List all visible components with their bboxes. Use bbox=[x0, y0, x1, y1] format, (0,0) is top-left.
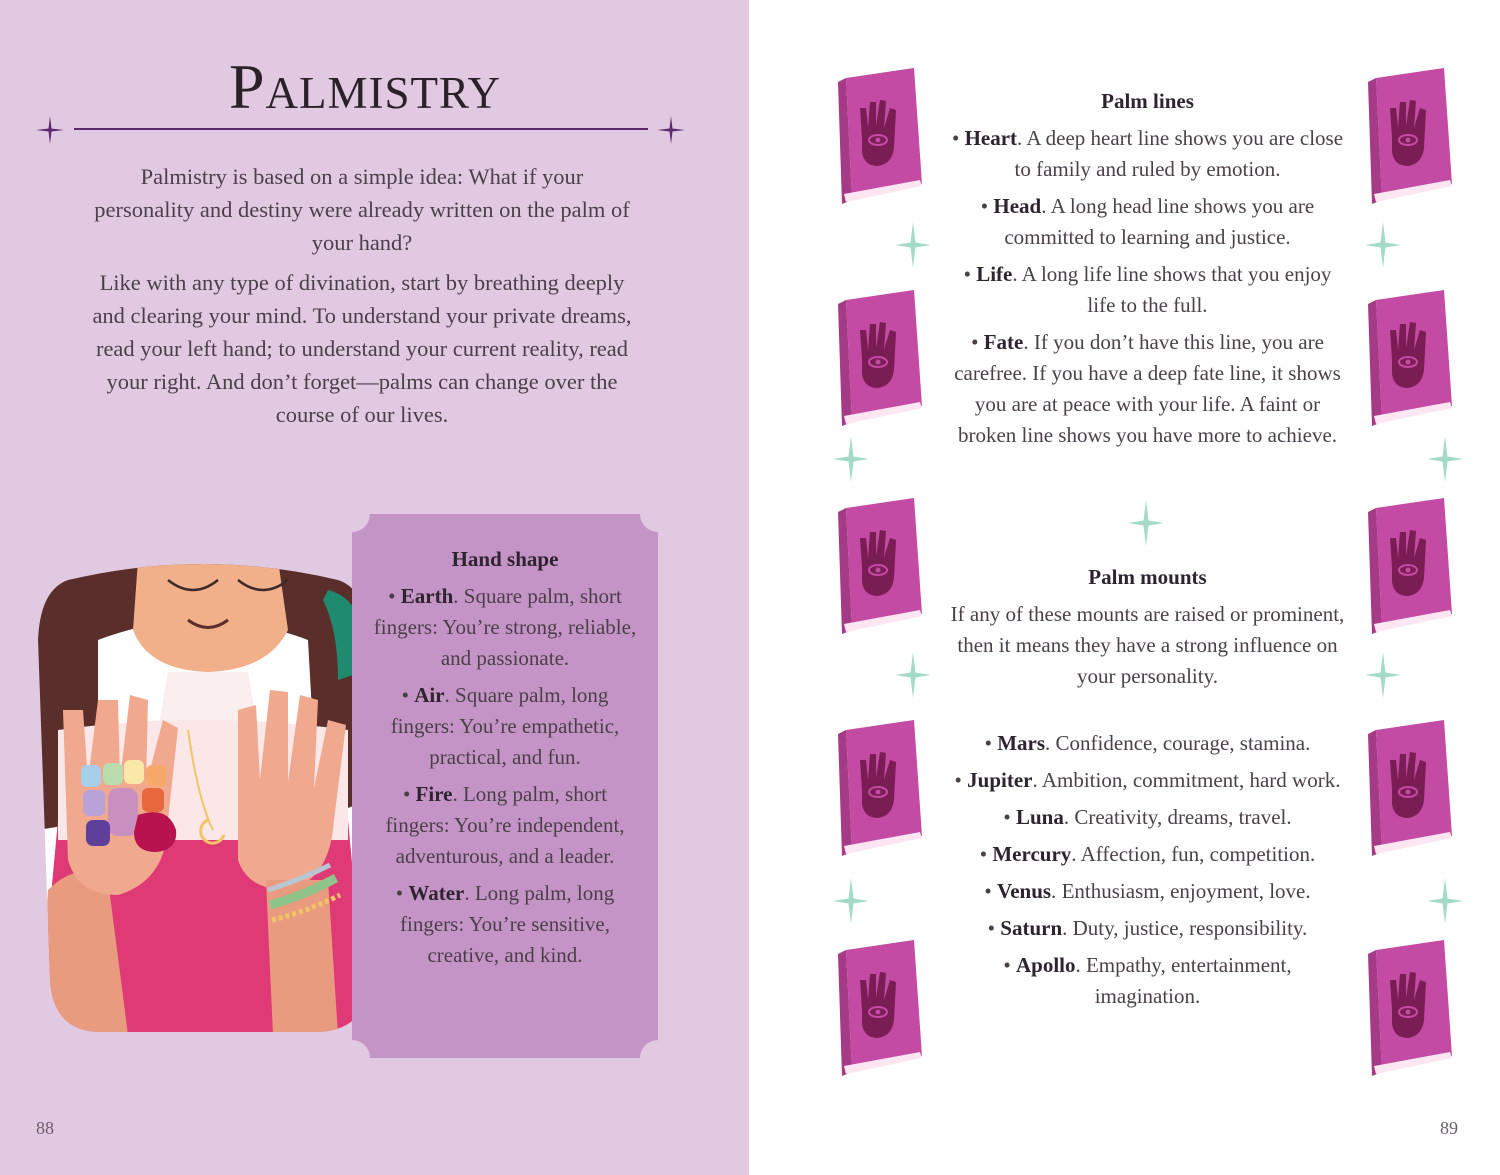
palm-book-icon bbox=[1364, 290, 1456, 428]
palm-line-item: • Heart. A deep heart line shows you are close to family and ruled by emotion. bbox=[951, 126, 1344, 181]
palm-book-icon bbox=[1364, 68, 1456, 206]
sparkle-icon bbox=[895, 222, 931, 268]
palm-line-item: • Head. A long head line shows you are committed to learning and justice. bbox=[980, 194, 1315, 249]
palm-mount-item: • Mars. Confidence, courage, stamina. bbox=[984, 731, 1311, 755]
sparkle-icon bbox=[895, 652, 931, 698]
palm-book-icon bbox=[1364, 720, 1456, 858]
palm-mount-item: • Mercury. Affection, fun, competition. bbox=[979, 842, 1316, 866]
title-rule bbox=[74, 128, 648, 130]
palm-book-icon bbox=[1364, 940, 1456, 1078]
palm-mount-item: • Luna. Creativity, dreams, travel. bbox=[1003, 805, 1292, 829]
sparkle-icon bbox=[1427, 436, 1463, 482]
sparkle-icon bbox=[1365, 222, 1401, 268]
palm-book-icon bbox=[1364, 498, 1456, 636]
palm-line-item: • Fate. If you don’t have this line, you are carefree. If you have a deep fate line, it shows you are at peace with your life. A faint or broken line shows you have more to achieve. bbox=[954, 330, 1341, 447]
page-number-right: 89 bbox=[1440, 1118, 1458, 1138]
page-title: Palmistry bbox=[228, 51, 502, 122]
palm-book-icon bbox=[834, 68, 926, 206]
palm-mount-item: • Apollo. Empathy, entertainment, imagination. bbox=[1003, 953, 1292, 1008]
left-page bbox=[0, 0, 749, 1175]
page-number-left: 88 bbox=[36, 1118, 54, 1138]
palm-book-icon bbox=[834, 720, 926, 858]
palm-mount-item: • Venus. Enthusiasm, enjoyment, love. bbox=[984, 879, 1311, 903]
palm-mounts-intro: If any of these mounts are raised or prominent, then it means they have a strong influence on your personality. bbox=[950, 602, 1345, 688]
hand-shape-item: • Water. Long palm, long fingers: You’re sensitive, creative, and kind. bbox=[395, 881, 615, 967]
sparkle-icon bbox=[1365, 652, 1401, 698]
sparkle-icon bbox=[833, 878, 869, 924]
hand-shape-item: • Air. Square palm, long fingers: You’re empathetic, practical, and fun. bbox=[390, 683, 620, 769]
hand-shape-heading: Hand shape bbox=[451, 547, 559, 571]
sparkle-icon bbox=[36, 116, 64, 144]
intro-paragraph: Like with any type of divination, start by breathing deeply and clearing your mind. To understand your private dreams, read your left hand; to understand your current reality, read your right. And don’t forget—palms can change over the course of our lives. bbox=[92, 270, 632, 427]
intro-text bbox=[92, 160, 632, 431]
palm-line-item: • Life. A long life line shows that you enjoy life to the full. bbox=[963, 262, 1332, 317]
palm-book-icon bbox=[834, 498, 926, 636]
hand-shape-panel bbox=[352, 514, 658, 1058]
palm-mounts-section bbox=[950, 562, 1345, 1018]
sparkle-icon bbox=[1128, 500, 1164, 546]
palm-book-icon bbox=[834, 290, 926, 428]
palm-lines-heading: Palm lines bbox=[1101, 89, 1194, 113]
hand-shape-item: • Fire. Long palm, short fingers: You’re independent, adventurous, and a leader. bbox=[385, 782, 625, 868]
palm-lines-section bbox=[950, 86, 1345, 457]
palm-mounts-heading: Palm mounts bbox=[1088, 565, 1207, 589]
sparkle-icon bbox=[1427, 878, 1463, 924]
palm-mount-item: • Saturn. Duty, justice, responsibility. bbox=[987, 916, 1308, 940]
sparkle-icon bbox=[657, 116, 685, 144]
sparkle-icon bbox=[833, 436, 869, 482]
girl-with-crystals-illustration bbox=[38, 560, 368, 1035]
palm-mount-item: • Jupiter. Ambition, commitment, hard work. bbox=[954, 768, 1341, 792]
hand-shape-item: • Earth. Square palm, short fingers: You’re strong, reliable, and passionate. bbox=[373, 584, 637, 670]
palm-book-icon bbox=[834, 940, 926, 1078]
intro-paragraph: Palmistry is based on a simple idea: What if your personality and destiny were already written on the palm of your hand? bbox=[94, 164, 630, 255]
